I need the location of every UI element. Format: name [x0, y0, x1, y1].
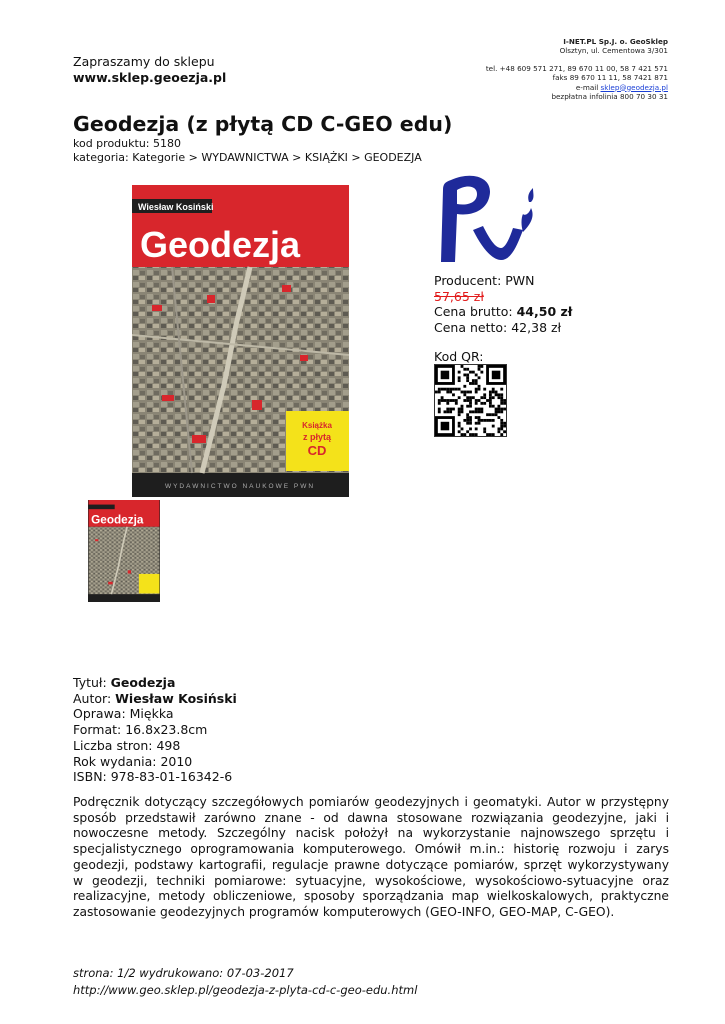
- cover-badge-line1: Książka: [302, 421, 332, 430]
- producer-line: [434, 273, 572, 289]
- company-phone: tel. +48 609 571 271, 89 670 11 00, 58 7 421 571: [485, 63, 668, 73]
- email-link[interactable]: sklep@geodezja.pl: [600, 82, 668, 92]
- book-cover-image[interactable]: [132, 185, 349, 497]
- email-label: e-mail: [575, 82, 601, 92]
- detail-title-label: Tytuł:: [73, 675, 111, 690]
- book-cover-art: [132, 185, 349, 497]
- old-price: 57,65 zł: [434, 288, 484, 304]
- gross-price-line: [434, 304, 572, 320]
- detail-format: Format: 16.8x23.8cm: [73, 722, 208, 738]
- qr-code-label: Kod QR:: [434, 349, 484, 364]
- book-cover-thumbnail[interactable]: [88, 500, 160, 602]
- product-title: Geodezja (z płytą CD C-GEO edu): [73, 112, 453, 136]
- detail-binding: Oprawa: Miękka: [73, 706, 174, 722]
- detail-year: Rok wydania: 2010: [73, 753, 193, 769]
- net-price-label: Cena netto:: [434, 319, 512, 335]
- company-contact-block: [486, 37, 668, 101]
- cover-title: Geodezja: [140, 224, 301, 265]
- company-address: Olsztyn, ul. Cementowa 3/301: [559, 46, 668, 56]
- footer-page-info: strona: 1/2 wydrukowano: 07-03-2017: [73, 966, 294, 980]
- company-name: I-NET.PL Sp.J. o. GeoSklep: [563, 37, 668, 46]
- product-category-path: kategoria: Kategorie > WYDAWNICTWA > KSIĄŻKI > GEODEZJA: [73, 151, 422, 164]
- footer-url[interactable]: http://www.geo.sklep.pl/geodezja-z-plyta-cd-c-geo-edu.html: [73, 983, 418, 997]
- detail-title-value: Geodezja: [110, 675, 176, 690]
- book-details: [73, 675, 237, 785]
- pwn-logo-icon: [433, 170, 539, 270]
- header-shop-invite: [73, 54, 226, 86]
- net-price-line: [434, 320, 572, 336]
- product-description: Podręcznik dotyczący szczegółowych pomiarów geodezyjnych i geomatyki. Autor w przystępny sposób przedstawił zarówno znane - od dawna stosowane rozwiązania geodezyjne, jaki i nowoczesne metody. Szczególny nacisk położył na wykorzystanie najnowszego sprzętu i specjalistycznego oprogramowania komputerowego. Omówił m.in.: historię rozwoju i zarys geodezji, podstawy kartografii, regulacje prawne dotyczące pomiarów, sprzęt wykorzystywany w geodezji, techniki pomiarowe: sytuacyjne, wysokościowe, wysokościowo-sytuacyjne oraz realizacyjne, metody obliczeniowe, sposoby sporządzania map wielkoskalowych, praktyczne zastosowanie geodezyjnych programów komputerowych (GEO-INFO, GEO-MAP, C-GEO).: [73, 795, 669, 919]
- company-hotline: bezpłatna infolinia 800 70 30 31: [551, 92, 668, 102]
- qr-code-icon: [435, 365, 506, 436]
- gross-price-label: Cena brutto:: [434, 304, 517, 320]
- producer-value: PWN: [505, 273, 535, 288]
- cover-author: Wiesław Kosiński: [138, 202, 214, 212]
- publisher-logo: [433, 170, 539, 270]
- cover-badge-line2: z płytą: [302, 432, 332, 442]
- detail-title: [73, 675, 237, 691]
- detail-author: [73, 691, 237, 707]
- cover-publisher-strip: WYDAWNICTWO NAUKOWE PWN: [164, 483, 316, 490]
- product-code: kod produktu: 5180: [73, 137, 181, 150]
- shop-site-link[interactable]: www.sklep.geoezja.pl: [73, 70, 227, 85]
- producer-label: Producent:: [434, 273, 506, 288]
- detail-pages: Liczba stron: 498: [73, 737, 181, 753]
- pricing-block: [434, 273, 572, 335]
- company-fax: faks 89 670 11 11, 58 7421 871: [552, 73, 668, 83]
- detail-author-value: Wiesław Kosiński: [115, 690, 237, 706]
- qr-code[interactable]: [434, 364, 507, 437]
- invite-text: Zapraszamy do sklepu: [73, 54, 215, 69]
- detail-author-label: Autor:: [73, 690, 116, 706]
- thumbnail-title: Geodezja: [91, 513, 144, 527]
- net-price-value: 42,38 zł: [511, 319, 562, 335]
- detail-isbn: ISBN: 978-83-01-16342-6: [73, 769, 233, 785]
- gross-price-value: 44,50 zł: [516, 304, 573, 320]
- thumbnail-art: [88, 500, 160, 602]
- cover-badge-line3: CD: [307, 443, 327, 458]
- company-email-line: [486, 83, 668, 92]
